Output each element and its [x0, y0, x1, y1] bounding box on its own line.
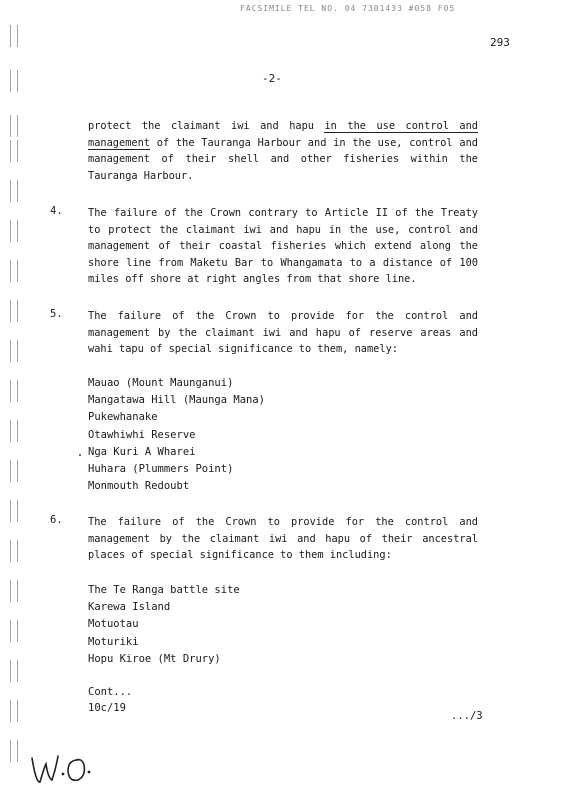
item-text-5: The failure of the Crown to provide for the control and management by the claimant iwi and hapu of reserve areas and wahi tapu of special significance to them, namely:: [88, 310, 478, 356]
list-item: Mangatawa Hill (Maunga Mana): [88, 394, 266, 407]
continuation-block: [88, 684, 132, 716]
list-item: Moturiki: [88, 635, 139, 648]
paragraph-text: of the Tauranga Harbour and in the use, control and management of their shell and other fisheries within the Tauranga Harbour.: [88, 136, 478, 182]
list-item: Mauao (Mount Maunganui): [88, 377, 234, 389]
handwritten-initials-signature: [26, 738, 106, 788]
list-item: The Te Ranga battle site: [88, 584, 240, 596]
list-item: Motuotau: [88, 618, 139, 631]
fax-transmission-header: FACSIMILE TEL NO. 04 7301433 #058 F05: [240, 4, 456, 13]
paragraph-3-continuation: [88, 118, 478, 184]
page-number: 293: [490, 36, 510, 49]
list-item: Nga Kuri A Wharei: [88, 445, 196, 458]
item-number-4: 4.: [50, 205, 63, 217]
list-item: Pukewhanake: [88, 411, 158, 424]
list-item: Huhara (Plummers Point): [88, 463, 234, 476]
list-item: Monmouth Redoubt: [88, 480, 190, 493]
reserve-areas-list: [88, 375, 265, 495]
list-item: Otawhiwhi Reserve: [88, 428, 196, 441]
underlined-phrase: in the use control and: [324, 120, 478, 132]
binder-hole-marks: [6, 20, 26, 790]
stray-ink-dot: [79, 454, 81, 456]
item-number-6: 6.: [50, 514, 63, 526]
underlined-word: management: [88, 136, 150, 149]
ancestral-places-list: [88, 582, 240, 668]
page-marker: -2-: [262, 72, 282, 85]
item-number-5: 5.: [50, 308, 63, 320]
list-item: Karewa Island: [88, 601, 171, 614]
next-page-marker: .../3: [451, 710, 483, 722]
list-item: Hopu Kiroe (Mt Drury): [88, 652, 221, 665]
reference-code: 10c/19: [88, 702, 126, 714]
cont-label: Cont...: [88, 686, 133, 698]
paragraph-text: protect the claimant iwi and hapu: [88, 120, 325, 132]
item-text-4: The failure of the Crown contrary to Article II of the Treaty to protect the claimant iwi and hapu in the use, control and management of their coastal fisheries which extend along the shore line from Maketu Bar to Whangamata to a distance of 100 miles off shore at right angles from that shore line.: [88, 207, 478, 286]
item-text-6: The failure of the Crown to provide for the control and management by the claimant iwi and hapu of their ancestral places of special significance to them including:: [88, 516, 478, 562]
